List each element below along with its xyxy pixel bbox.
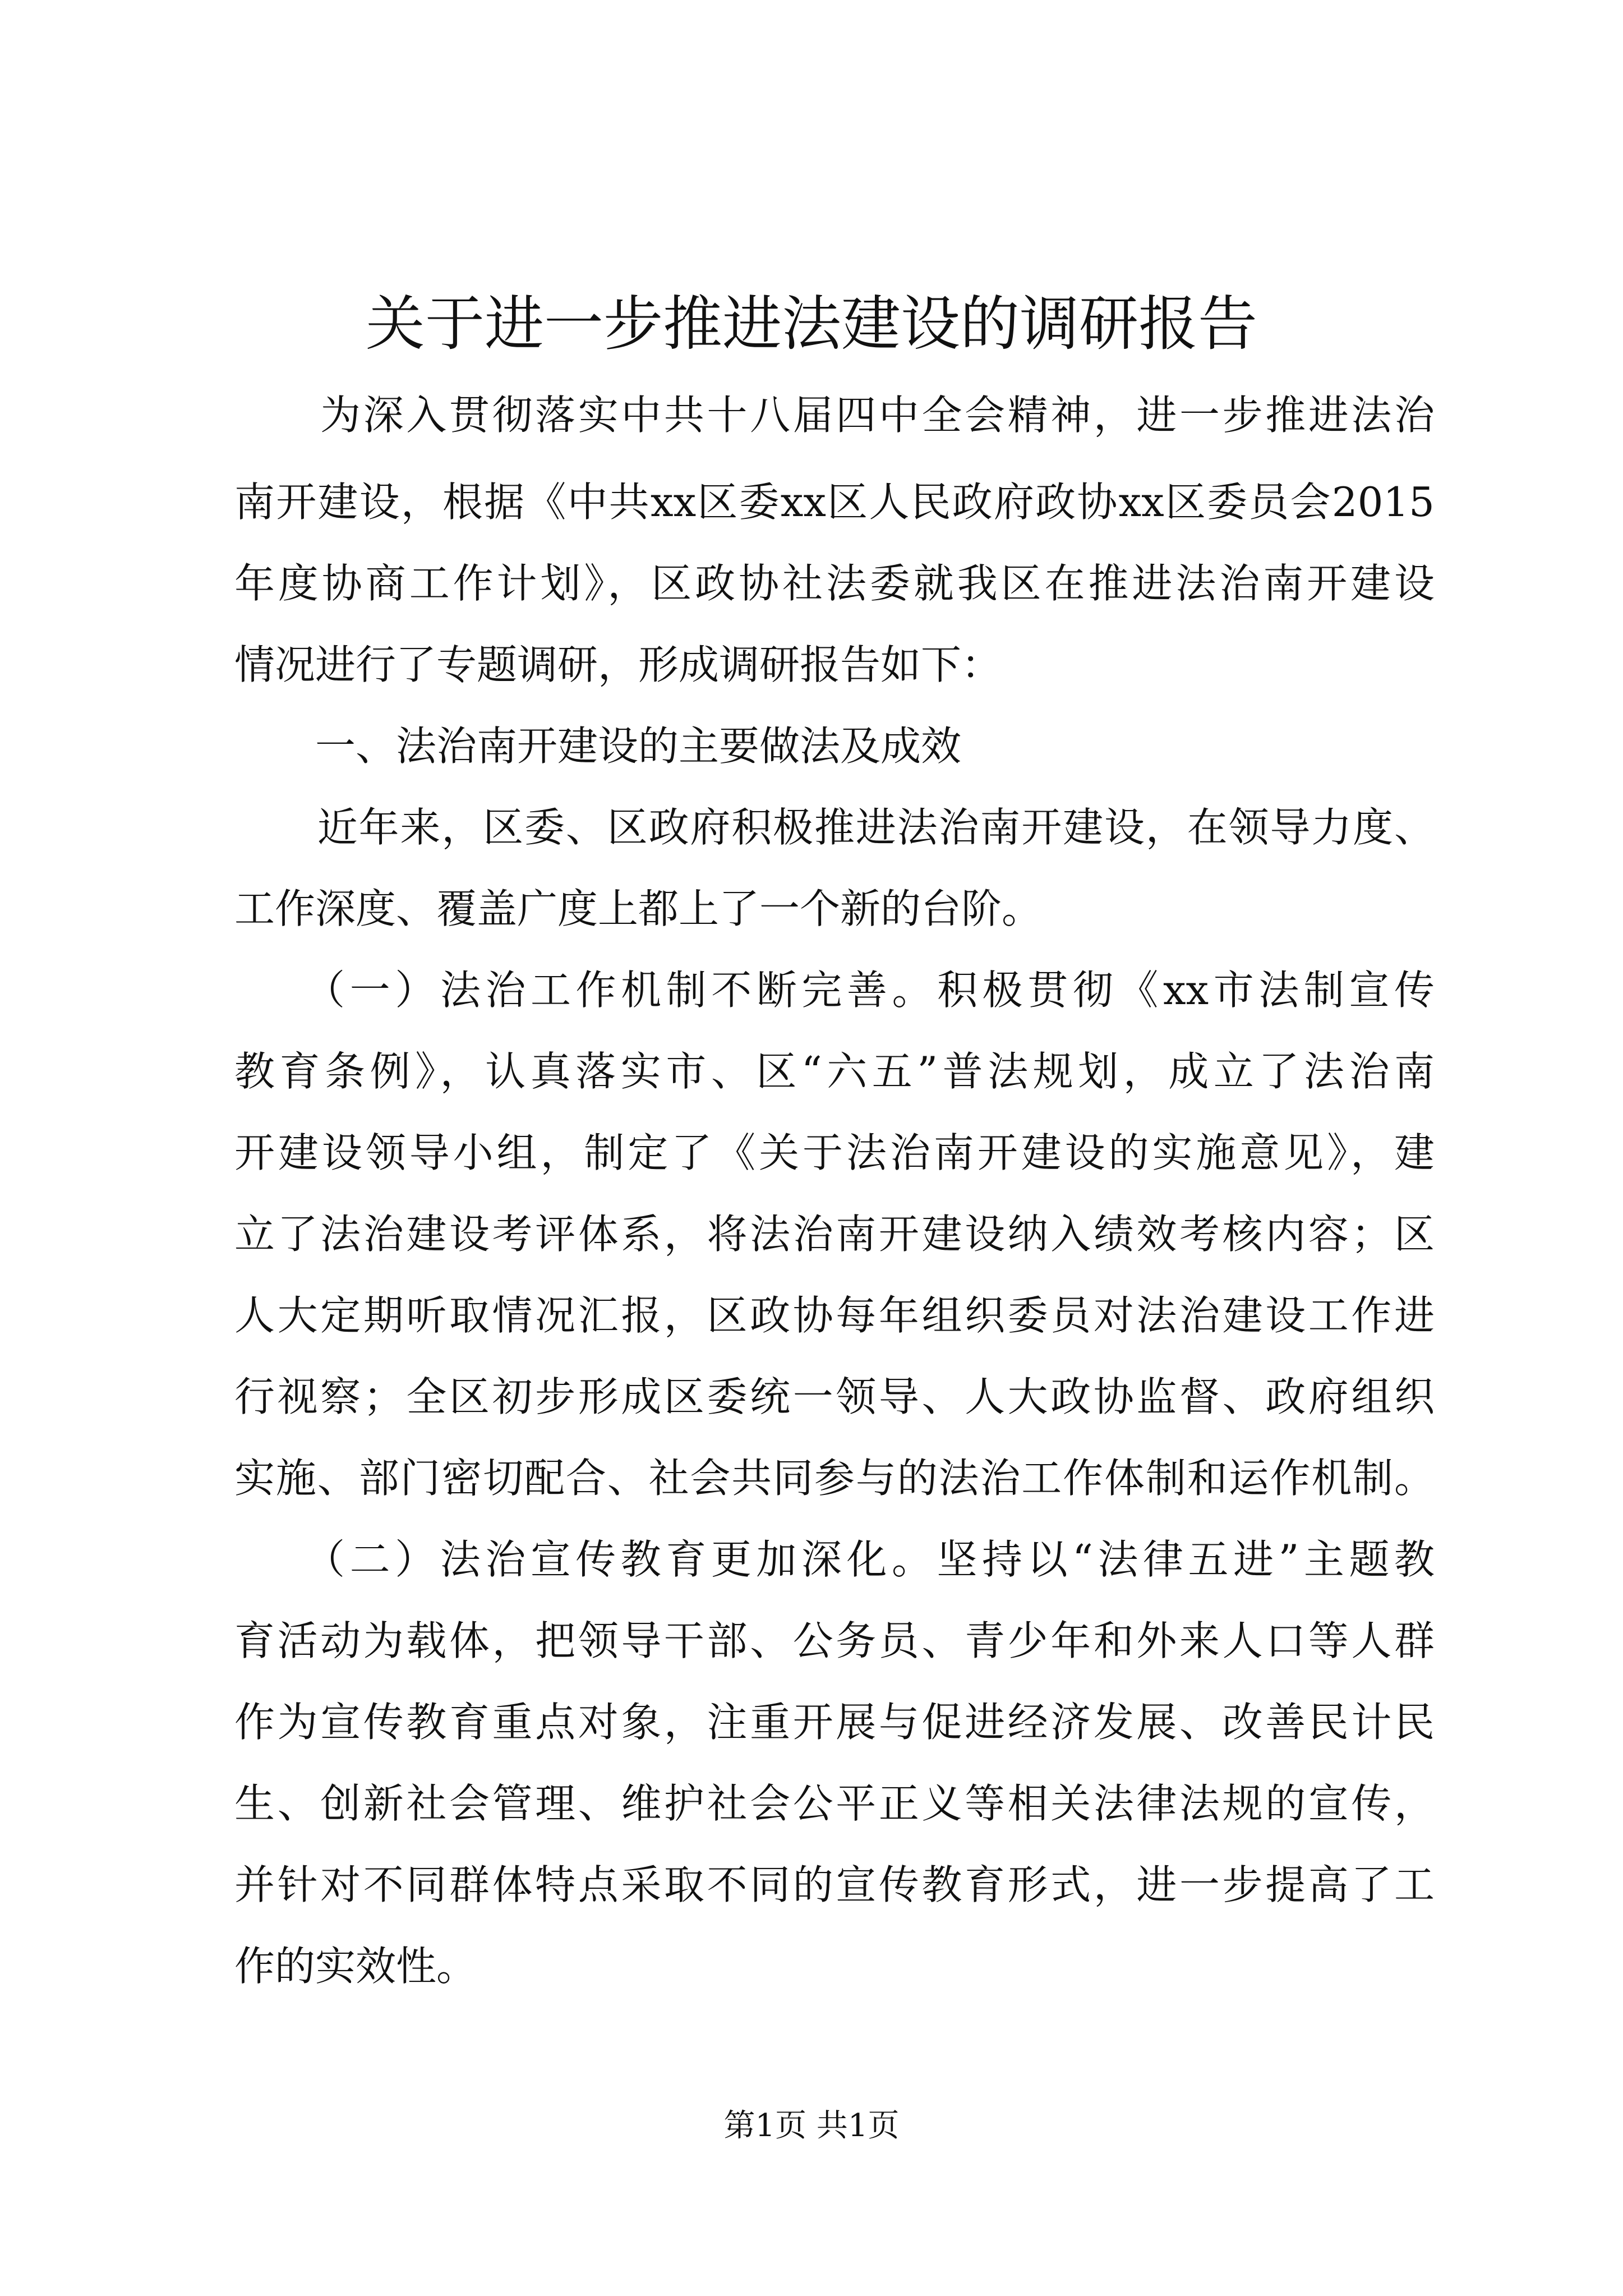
paragraph-line: 作的实效性。: [234, 1943, 477, 1990]
paragraph-line: 人大定期听取情况汇报，区政协每年组织委员对法治建设工作进: [234, 1292, 1435, 1339]
paragraph-line: （一）法治工作机制不断完善。积极贯彻《xx市法制宣传: [234, 967, 1435, 1014]
paragraph-line: 为深入贯彻落实中共十八届四中全会精神，进一步推进法治: [234, 392, 1435, 439]
paragraph-line: 生、创新社会管理、维护社会公平正义等相关法律法规的宣传，: [234, 1780, 1435, 1827]
paragraph-line: 实施、部门密切配合、社会共同参与的法治工作体制和运作机制。: [234, 1455, 1435, 1502]
section-heading: 一、法治南开建设的主要做法及成效: [234, 723, 962, 770]
paragraph-line: 年度协商工作计划》，区政协社法委就我区在推进法治南开建设: [234, 560, 1435, 607]
paragraph-line: 作为宣传教育重点对象，注重开展与促进经济发展、改善民计民: [234, 1699, 1435, 1746]
paragraph-line: 情况进行了专题调研，形成调研报告如下：: [234, 641, 1002, 688]
page-footer: 第1页 共1页: [723, 2108, 900, 2144]
document-title: 关于进一步推进法建设的调研报告: [366, 289, 1257, 358]
paragraph-line: 并针对不同群体特点采取不同的宣传教育形式，进一步提高了工: [234, 1861, 1435, 1908]
paragraph-line: （二）法治宣传教育更加深化。坚持以“法律五进”主题教: [234, 1536, 1435, 1583]
paragraph-line: 开建设领导小组，制定了《关于法治南开建设的实施意见》，建: [234, 1129, 1435, 1176]
paragraph-line: 工作深度、覆盖广度上都上了一个新的台阶。: [234, 885, 1043, 932]
paragraph-line: 立了法治建设考评体系，将法治南开建设纳入绩效考核内容；区: [234, 1211, 1435, 1258]
paragraph-line: 近年来，区委、区政府积极推进法治南开建设，在领导力度、: [234, 804, 1435, 851]
paragraph-line: 育活动为载体，把领导干部、公务员、青少年和外来人口等人群: [234, 1617, 1435, 1664]
paragraph-line: 教育条例》，认真落实市、区“六五”普法规划，成立了法治南: [234, 1048, 1435, 1095]
paragraph-line: 南开建设，根据《中共xx区委xx区人民政府政协xx区委员会2015: [234, 478, 1435, 526]
paragraph-line: 行视察；全区初步形成区委统一领导、人大政协监督、政府组织: [234, 1373, 1435, 1420]
